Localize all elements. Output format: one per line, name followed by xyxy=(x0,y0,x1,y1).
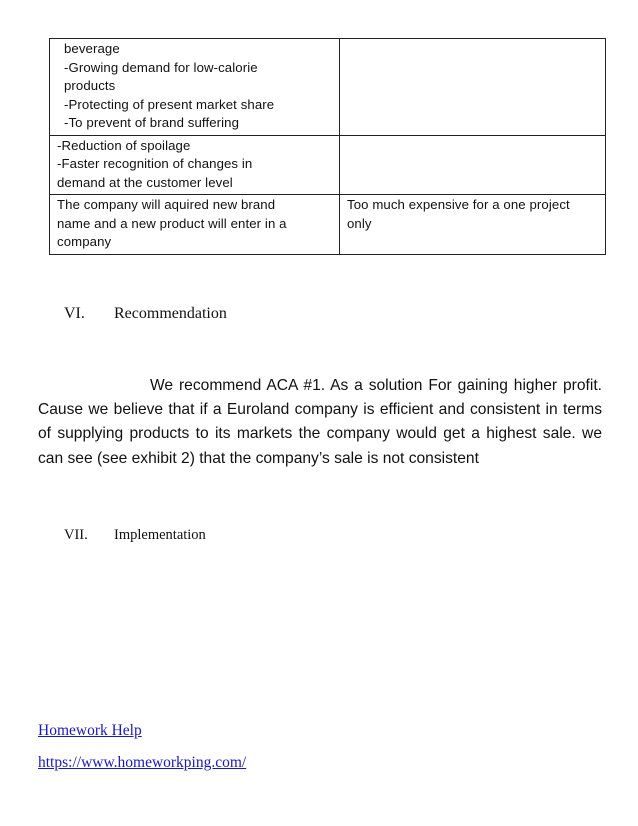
table-cell: -Reduction of spoilage -Faster recognition of changes in demand at the customer level xyxy=(50,135,340,195)
section-number: VI. xyxy=(64,305,85,322)
section-title: Implementation xyxy=(114,527,206,543)
recommendation-text: We recommend ACA #1. As a solution For gaining higher profit. Cause we believe that if a Euroland company is efficient and consistent in terms of supplying products to its markets the company would get a highest sale. we can see (see exhibit 2) that the company’s sale is not consistent xyxy=(38,377,602,467)
homeworkping-url-link[interactable]: https://www.homeworkping.com/ xyxy=(38,754,247,771)
section-heading-recommendation xyxy=(64,305,227,323)
table-row xyxy=(50,195,606,255)
recommendation-paragraph xyxy=(38,374,602,471)
section-number: VII. xyxy=(64,527,88,543)
table-cell: Too much expensive for a one project only xyxy=(340,195,606,255)
table-cell xyxy=(340,39,606,136)
section-title: Recommendation xyxy=(114,305,227,322)
homework-help-link[interactable]: Homework Help xyxy=(38,722,142,739)
table-cell: The company will aquired new brand name and a new product will enter in a company xyxy=(50,195,340,255)
comparison-table xyxy=(49,38,606,255)
table-cell: beverage -Growing demand for low-calorie products -Protecting of present market share -To prevent of brand suffering xyxy=(50,39,340,136)
table-row xyxy=(50,39,606,136)
table-row xyxy=(50,135,606,195)
table-cell xyxy=(340,135,606,195)
section-heading-implementation xyxy=(64,527,206,544)
